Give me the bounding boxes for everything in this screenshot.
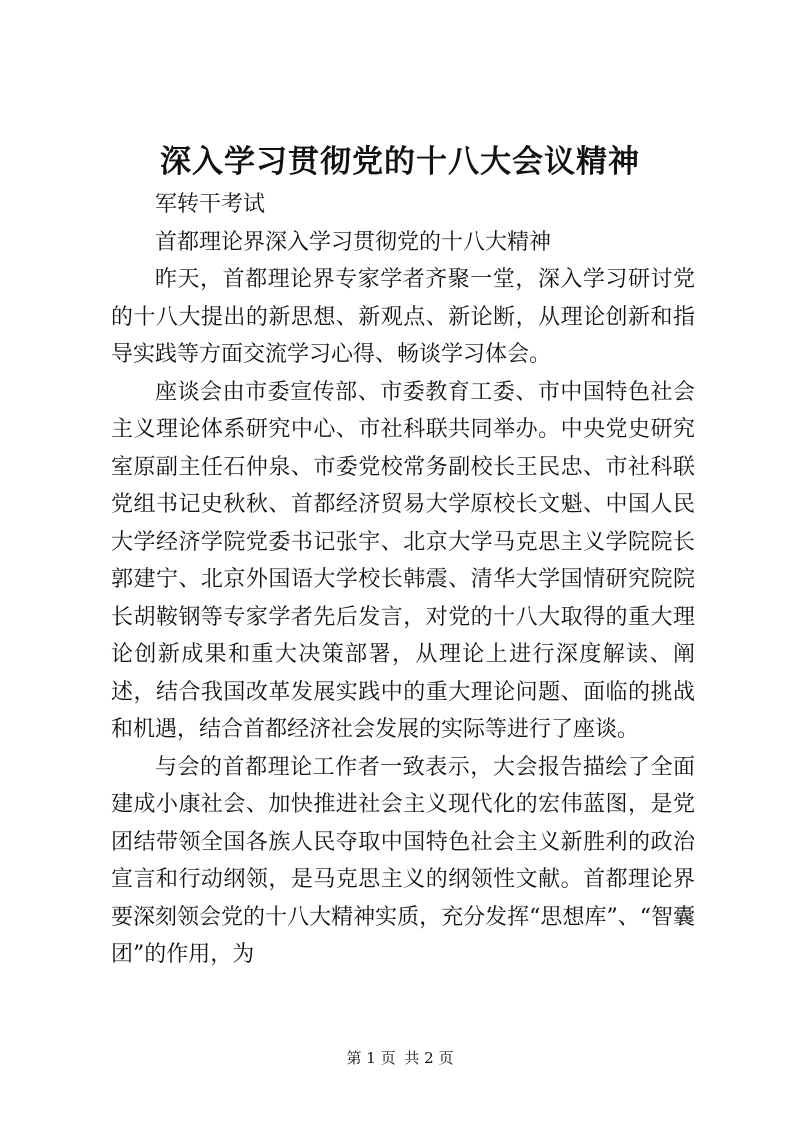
- paragraph-subtitle-headline: 首都理论界深入学习贯彻党的十八大精神: [155, 229, 552, 255]
- page-footer: [0, 1048, 800, 1068]
- document-title: 深入学习贯彻党的十八大会议精神: [160, 144, 640, 180]
- paragraph-subtitle-exam: 军转干考试: [155, 192, 266, 217]
- page-number: 第 1 页: [346, 1049, 396, 1067]
- paragraph-symposium: 座谈会由市委宣传部、市委教育工委、市中国特色社会主义理论体系研究中心、市社科联共同举办。中央党史研究室原副主任石仲泉、市委党校常务副校长王民忠、市社科联党组书记史秋秋、首都经济贸易大学原校长文魁、中国人民大学经济学院党委书记张宇、北京大学马克思主义学院院长郭建宁、北京外国语大学校长韩震、清华大学国情研究院院长胡鞍钢等专家学者先后发言，对党的十八大取得的重大理论创新成果和重大决策部署，从理论上进行深度解读、阐述，结合我国改革发展实践中的重大理论问题、面临的挑战和机遇，结合首都经济社会发展的实际等进行了座谈。: [111, 379, 695, 742]
- document-body: [111, 186, 695, 974]
- paragraph-consensus: 与会的首都理论工作者一致表示，大会报告描绘了全面建成小康社会、加快推进社会主义现代化的宏伟蓝图，是党团结带领全国各族人民夺取中国特色社会主义新胜利的政治宣言和行动纲领，是马克思主义的纲领性文献。首都理论界要深刻领会党的十八大精神实质，充分发挥“思想库”、“智囊团”的作用，为: [111, 754, 695, 967]
- page-total: 共 2 页: [404, 1049, 454, 1067]
- paragraph-intro: 昨天，首都理论界专家学者齐聚一堂，深入学习研讨党的十八大提出的新思想、新观点、新论断，从理论创新和指导实践等方面交流学习心得、畅谈学习体会。: [111, 267, 695, 367]
